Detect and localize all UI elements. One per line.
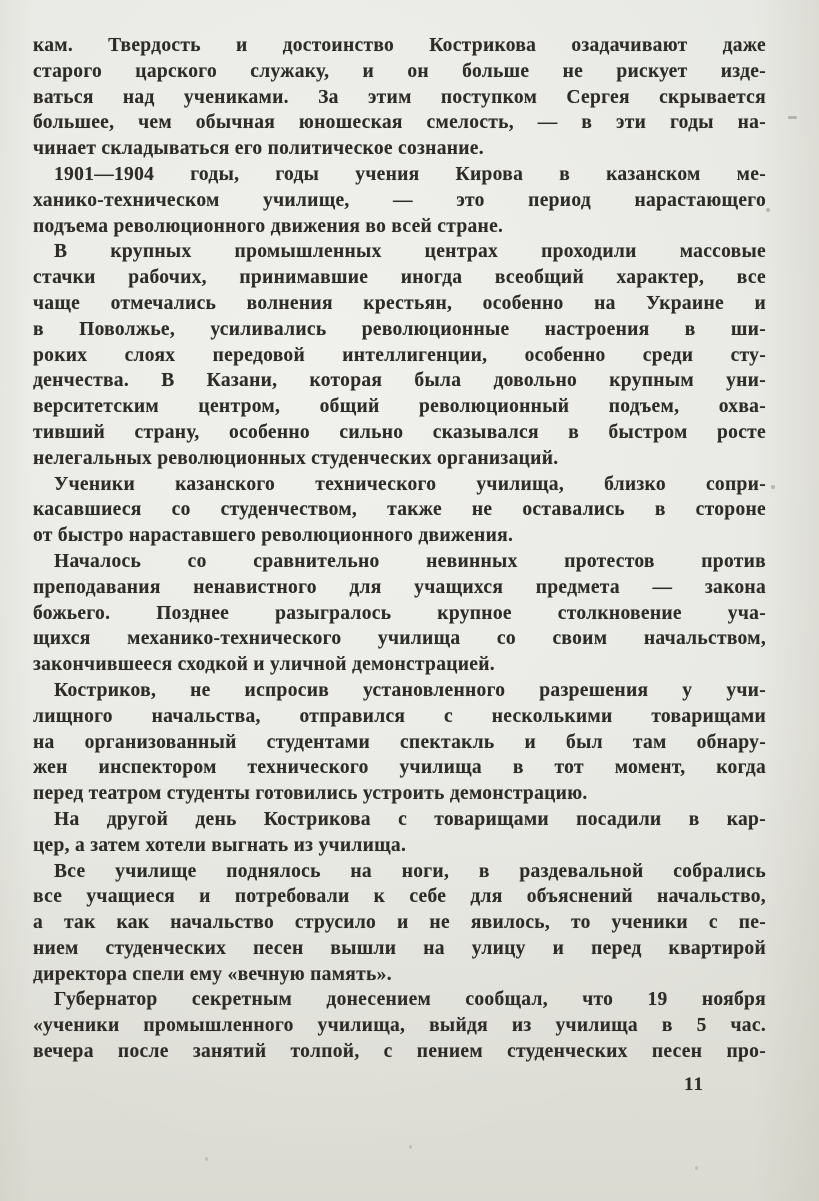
text-line: стачки рабочих, принимавшие иногда всеобщий характер, все — [33, 267, 766, 289]
text-line: преподавания ненавистного для учащихся предмета — закона — [33, 576, 766, 598]
text-line: щихся механико-технического училища со своим начальством, — [33, 628, 766, 650]
text-line: Губернатор секретным донесением сообщал, что 19 ноября — [54, 989, 766, 1011]
text-line: Началось со сравнительно невинных протестов против — [54, 550, 766, 572]
text-line: «ученики промышленного училища, выйдя из училища в 5 час. — [33, 1015, 766, 1037]
text-line: подъема революционного движения во всей стране. — [33, 215, 504, 237]
text-line: денчества. В Казани, которая была довольно крупным уни- — [33, 370, 766, 392]
text-line: старого царского служаку, и он больше не рискует изде- — [33, 60, 766, 82]
text-line: Все училище поднялось на ноги, в раздевальной собрались — [54, 860, 766, 882]
scan-speck — [766, 208, 770, 212]
text-line: цер, а затем хотели выгнать из училища. — [33, 834, 407, 856]
text-line: на организованный студентами спектакль и был там обнару- — [33, 731, 766, 753]
scan-speck — [205, 1157, 208, 1161]
text-line: роких слоях передовой интеллигенции, особенно среди сту- — [33, 344, 766, 366]
scan-speck — [695, 1166, 698, 1170]
text-line: кам. Твердость и достоинство Кострикова озадачивают даже — [33, 35, 766, 56]
text-line: касавшиеся со студенчеством, также не оставались в стороне — [33, 499, 766, 521]
text-line: директора спели ему «вечную память». — [33, 963, 392, 985]
text-line: нелегальных революционных студенческих организаций. — [33, 447, 559, 469]
text-line: ханико-техническом училище, — это период нарастающего — [33, 189, 766, 211]
text-line: все учащиеся и потребовали к себе для объяснений начальство, — [33, 886, 766, 908]
text-line: верситетским центром, общий революционный подъем, охва- — [33, 396, 766, 418]
text-line: Ученики казанского технического училища, близко сопри- — [54, 473, 766, 495]
text-line: лищного начальства, отправился с несколькими товарищами — [33, 705, 766, 727]
text-line: В крупных промышленных центрах проходили массовые — [54, 241, 766, 263]
text-line: тивший страну, особенно сильно сказывался в быстром росте — [33, 421, 766, 443]
page-number: 11 — [684, 1074, 704, 1095]
text-line: чинает складываться его политическое сознание. — [33, 138, 484, 160]
text-line: нием студенческих песен вышли на улицу и перед квартирой — [33, 937, 766, 959]
text-line: 1901—1904 годы, годы учения Кирова в казанском ме- — [54, 163, 766, 185]
scan-speck — [409, 1145, 412, 1149]
text-line: вечера после занятий толпой, с пением студенческих песен про- — [33, 1041, 766, 1063]
text-line: ваться над учениками. За этим поступком Сергея скрывается — [33, 86, 766, 108]
text-line: от быстро нараставшего революционного движения. — [33, 525, 514, 547]
text-line: жен инспектором технического училища в тот момент, когда — [33, 757, 766, 779]
text-line: чаще отмечались волнения крестьян, особенно на Украине и — [33, 292, 766, 314]
page-text — [33, 33, 766, 1065]
text-line: большее, чем обычная юношеская смелость, — в эти годы на- — [33, 112, 766, 134]
text-line: божьего. Позднее разыгралось крупное столкновение уча- — [33, 602, 766, 624]
text-line: а так как начальство струсило и не явилось, то ученики с пе- — [33, 912, 766, 934]
scan-speck — [771, 485, 775, 489]
text-line: закончившееся сходкой и уличной демонстрацией. — [33, 654, 495, 676]
text-line: На другой день Кострикова с товарищами посадили в кар- — [54, 808, 766, 830]
text-line: перед театром студенты готовились устроить демонстрацию. — [33, 783, 588, 805]
scan-speck — [788, 116, 797, 119]
text-line: в Поволжье, усиливались революционные настроения в ши- — [33, 318, 766, 340]
text-line: Костриков, не испросив установленного разрешения у учи- — [54, 679, 766, 701]
